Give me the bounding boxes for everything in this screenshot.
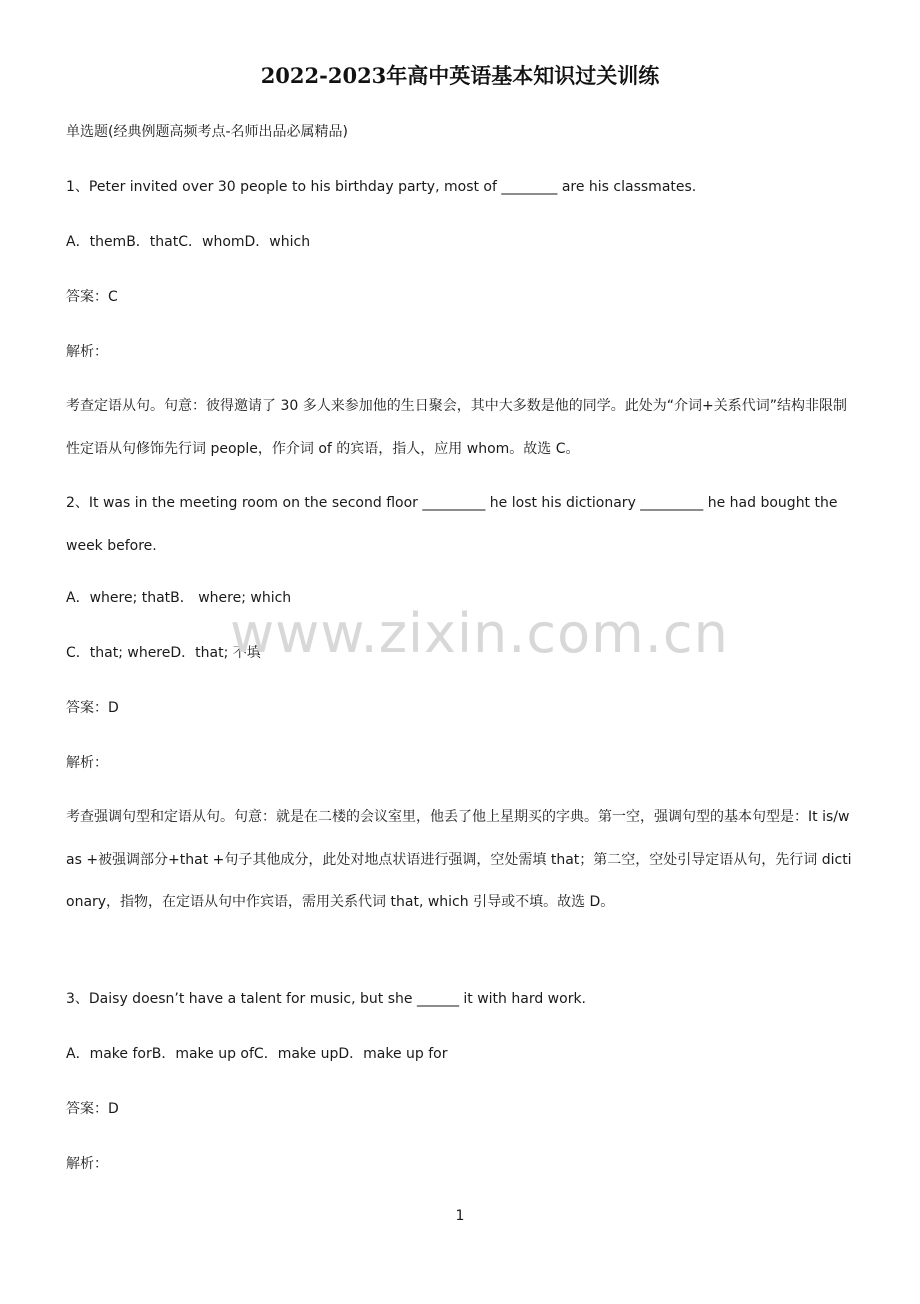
question-2-stem: 2、It was in the meeting room on the second floor _________ he lost his dictionary _________ he had bought the week before. xyxy=(66,495,838,554)
document-title: 2022-2023年高中英语基本知识过关训练 xyxy=(260,63,660,88)
question-3-analysis-label: 解析： xyxy=(66,1156,108,1172)
question-3-answer: 答案：D xyxy=(66,1101,119,1117)
page-number: 1 xyxy=(455,1208,465,1224)
question-1-analysis: 考查定语从句。句意：彼得邀请了 30 多人来参加他的生日聚会，其中大多数是他的同学。此处为“介词+关系代词”结构非限制性定语从句修饰先行词 people，作介词 of 的宾语，指人，应用 whom。故选 C。 xyxy=(66,398,847,457)
question-1-answer: 答案：C xyxy=(66,289,118,305)
question-2-answer: 答案：D xyxy=(66,700,119,716)
question-3-stem: 3、Daisy doesn’t have a talent for music, but she ______ it with hard work. xyxy=(66,991,587,1007)
watermark: www.zixin.com.cn xyxy=(230,602,729,665)
question-2-analysis: 考查强调句型和定语从句。句意：就是在二楼的会议室里，他丢了他上星期买的字典。第一空，强调句型的基本句型是：It is/was +被强调部分+that +句子其他成分，此处对地点状语进行强调，空处需填 that；第二空，空处引导定语从句，先行词 dictionary，指物，在定语从句中作宾语，需用关系代词 that, which 引导或不填。故选 D。 xyxy=(66,809,852,910)
question-1-stem: 1、Peter invited over 30 people to his birthday party, most of ________ are his classmates. xyxy=(66,179,697,195)
question-2-options-cd: C．that; whereD．that; 不填 xyxy=(66,645,261,661)
question-1-options: A．themB．thatC．whomD．which xyxy=(66,234,311,250)
question-2-options-ab: A．where; thatB． where; which xyxy=(66,590,292,606)
question-3-options: A．make forB．make up ofC．make upD．make up for xyxy=(66,1046,448,1062)
question-1-analysis-label: 解析： xyxy=(66,344,108,360)
section-heading: 单选题(经典例题高频考点-名师出品必属精品) xyxy=(66,124,348,140)
question-2-analysis-label: 解析： xyxy=(66,755,108,771)
